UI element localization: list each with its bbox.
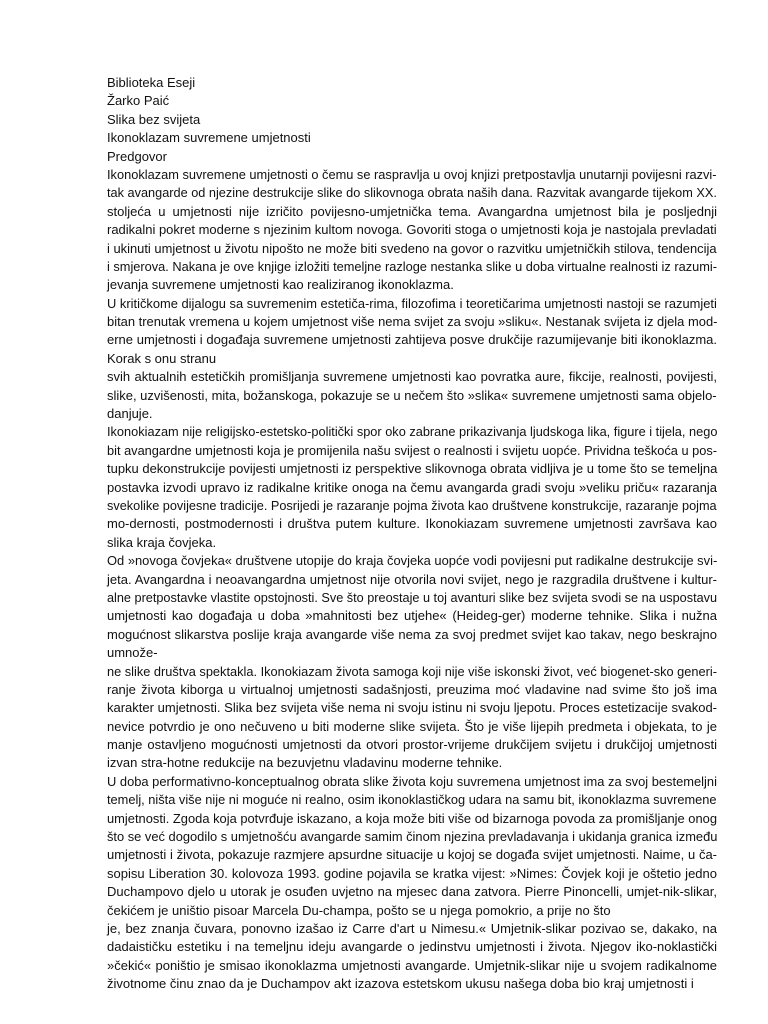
text-line: postavka izvodi upravo iz radikalne kritike onoga na čemu avangarda gradi svoju »veliku priču« razaranja xyxy=(107,479,717,495)
text-line: karakter umjetnosti. Slika bez svijeta više nema ni svoju istinu ni svoju ljepotu. Proces estetizacije svakod- xyxy=(107,700,717,716)
text-line: temelj, ništa više nije ni moguće ni realno, osim ikonoklastičkog udara na samu bit, ikonoklazma suvremene xyxy=(107,792,717,808)
text-line: slike, uzvišenosti, mita, božanskoga, pokazuje se u nečem što »slika« suvremene umjetnosti sama objelo- xyxy=(107,387,717,403)
section-heading: Predgovor xyxy=(107,148,167,164)
document-page xyxy=(107,74,717,994)
text-line: U doba performativno-konceptualnog obrata slike života koju suvremena umjetnost ima za svoj bestemeljni xyxy=(107,773,717,789)
text-line: što se već dogodilo s umjetnošću avangarde samim činom njezina prevladavanja i ukidanja granica između xyxy=(107,829,718,845)
text-line: radikalni pokret moderne s njezinim kultom novoga. Govoriti stoga o umjetnosti koja je nastojala prevladati xyxy=(107,222,717,238)
text-line: ne slike društva spektakla. Ikonokiazam života samoga koji nije više iskonski život, već biogenet-sko generi- xyxy=(107,663,717,679)
text-line: Korak s onu stranu xyxy=(107,350,217,366)
text-line: umjetnosti kao događaja u doba »mahnitosti bez utjehe« (Heideg-ger) moderne tehnike. Slika i nužna xyxy=(107,608,717,624)
text-line: umjetnosti i života, pokazuje razmjere apsurdne situacije u kojoj se događa svijet umjetnosti. Naime, u ča- xyxy=(107,847,717,863)
text-line: manje ostavljeno mogućnosti umjetnosti da otvori prostor-vrijeme drukčijem svijetu i drukčijoj umjetnosti xyxy=(107,737,717,753)
text-line: U kritičkome dijalogu sa suvremenim estetiča-rima, filozofima i teoretičarima umjetnosti nastoji se razumjeti xyxy=(107,295,717,311)
text-line: jeta. Avangardna i neoavangardna umjetnost nije otvorila novi svijet, nego je razgradila društvene i kultur- xyxy=(107,571,717,587)
text-line: bitan trenutak vremena u kojem umjetnost više nema svijet za svoju »sliku«. Nestanak svijeta iz djela mod- xyxy=(107,314,718,330)
text-line: čekićem je uništio pisoar Marcela Du-champa, pošto se u njega pomokrio, a prije no što xyxy=(107,902,611,918)
text-line: stoljeća u umjetnosti nije izričito povijesno-umjetnička tema. Avangardna umjetnost bila je posljednji xyxy=(107,203,717,219)
text-line: životnome činu znao da je Duchampov akt izazova estetskom ukusu našega doba bio kraj umjetnosti i xyxy=(107,976,694,992)
text-line: i ukinuti umjetnost u životu nipošto ne može biti svedeno na govor o razvitku umjetničkih stilova, tendencija xyxy=(107,240,717,256)
text-line: sopisu Liberation 30. kolovoza 1993. godine pojavila se kratka vijest: »Nimes: Čovjek koji je oštetio jedno xyxy=(107,865,717,881)
series-name: Biblioteka Eseji xyxy=(107,75,196,90)
text-line: tupku dekonstrukcije povijesti umjetnosti iz perspektive slikovnoga obrata vidljiva je u tome što se temeljna xyxy=(107,461,718,477)
text-line: tak avangarde od njezine destrukcije slike do slikovnoga obrata naših dana. Razvitak avangarde tijekom XX. xyxy=(107,185,717,201)
text-line: slika kraja čovjeka. xyxy=(107,534,217,550)
text-line: Duchampovo djelo u utorak je osuđen uvjetno na mjesec dana zatvora. Pierre Pinoncelli, umjet-nik-slikar, xyxy=(107,884,717,900)
text-line: alne pretpostavke vlastite opstojnosti. Sve što preostaje u toj avanturi slike bez svijeta svodi se na uspostavu xyxy=(107,589,718,605)
text-line: mogućnost slikarstva poslije kraja avangarde više nema za svoj predmet svijet kao takav, nego beskrajno xyxy=(107,626,717,642)
book-subtitle: Ikonoklazam suvremene umjetnosti xyxy=(107,130,311,146)
book-title: Slika bez svijeta xyxy=(107,111,201,127)
text-line: mo-dernosti, postmodernosti i društva putem kulture. Ikonokiazam suvremene umjetnosti završava kao xyxy=(107,516,717,532)
text-line: dadaističku estetiku i na temeljnu ideju avangarde o jedinstvu umjetnosti i života. Njegov iko-noklastički xyxy=(107,939,717,955)
text-line: umnože- xyxy=(107,645,158,661)
text-line: i smjerova. Nakana je ove knjige izložiti temeljne razloge nestanka slike u doba virtualne realnosti iz razumi- xyxy=(107,258,717,274)
text-line: umjetnosti. Zgoda koja potvrđuje iskazano, a koja može biti više od bizarnoga povoda za promišljanje onog xyxy=(107,810,717,826)
text-line: svih aktualnih estetičkih promišljanja suvremene umjetnosti kao povratka aure, fikcije, realnosti, povijesti, xyxy=(107,369,717,385)
text-line: Ikonokiazam nije religijsko-estetsko-politički spor oko zabrane prikazivanja ljudskoga lika, figure i tijela, nego xyxy=(107,424,718,440)
text-line: izvan stra-hotne redukcije na bezuvjetnu vladavinu moderne tehnike. xyxy=(107,755,503,771)
text-line: bit avangardne umjetnosti koja je promijenila našu svijest o realnosti i svijetu uopće. Prividna teškoća u pos- xyxy=(107,442,718,458)
text-line: danjuje. xyxy=(107,406,153,422)
text-line: ranje života kiborga u virtualnoj umjetnosti sadašnjosti, preuzima moć vladavine nad svime što još ima xyxy=(107,681,717,697)
text-line: svekolike povijesne tradicije. Posrijedi je razaranje pojma života kao društvene konstrukcije, razaranje pojma xyxy=(107,497,717,513)
text-line: je, bez znanja čuvara, ponovno izašao iz Carre d'art u Nimesu.« Umjetnik-slikar pozivao se, dakako, na xyxy=(107,920,717,936)
author-name: Žarko Paić xyxy=(107,93,170,109)
text-line: Ikonoklazam suvremene umjetnosti o čemu se raspravlja u ovoj knjizi pretpostavlja unutarnji povijesni razvi- xyxy=(107,166,717,182)
text-line: nevice potvrdio je ono nečuveno u biti moderne slike svijeta. Što je više lijepih predmeta i objekata, to je xyxy=(107,718,717,734)
text-line: jevanja suvremene umjetnosti kao realiziranog ikonoklazma. xyxy=(107,277,454,293)
text-line: Od »novoga čovjeka« društvene utopije do kraja čovjeka uopće vodi povijesni put radikalne destrukcije svi- xyxy=(107,553,718,569)
text-line: erne umjetnosti i događaja suvremene umjetnosti zahtijeva posve drukčije razumijevanje biti ikonoklazma. xyxy=(107,332,717,348)
text-line: »čekić« poništio je smisao ikonoklazma umjetnosti avangarde. Umjetnik-slikar nije u svojem radikalnome xyxy=(107,957,717,973)
